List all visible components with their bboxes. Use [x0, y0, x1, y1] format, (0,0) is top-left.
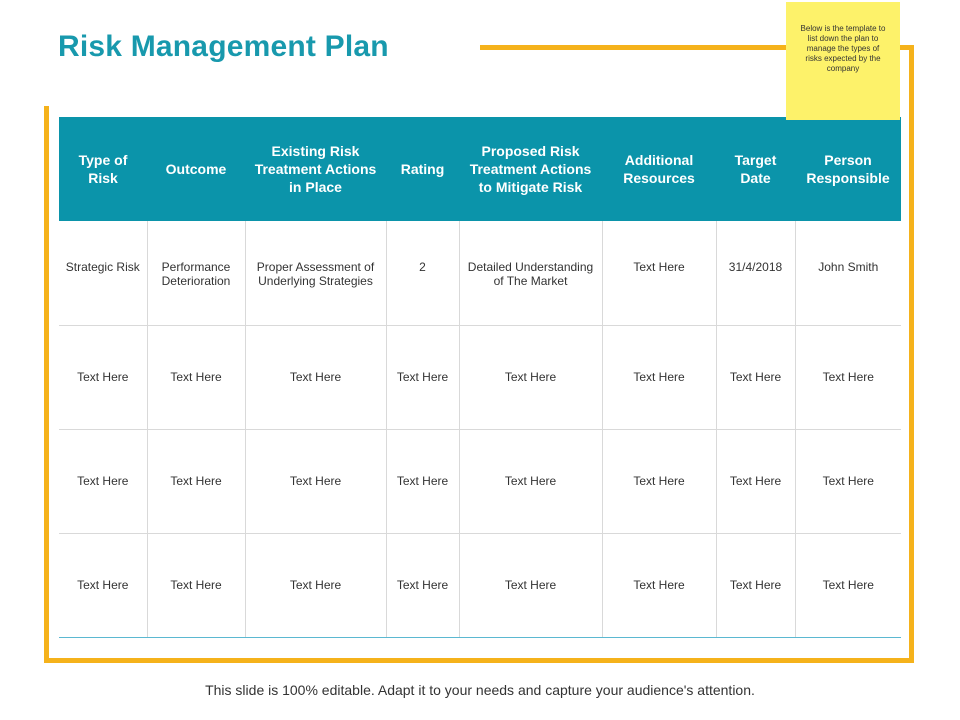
- table-cell: Text Here: [59, 429, 147, 533]
- table-cell: Proper Assessment of Underlying Strategies: [245, 221, 386, 325]
- table-cell: 2: [386, 221, 459, 325]
- table-cell: Text Here: [602, 325, 716, 429]
- table-cell: Text Here: [716, 533, 795, 637]
- table-cell: Text Here: [795, 533, 901, 637]
- frame-right-line: [909, 45, 914, 663]
- table-cell: Detailed Understanding of The Market: [459, 221, 602, 325]
- table-cell: John Smith: [795, 221, 901, 325]
- table-row: [59, 221, 901, 325]
- header-proposed-actions: Proposed Risk Treatment Actions to Mitigate Risk: [459, 117, 602, 221]
- table-cell: Text Here: [59, 533, 147, 637]
- page-title: Risk Management Plan: [58, 30, 389, 63]
- table-cell: Text Here: [459, 533, 602, 637]
- table-cell: Text Here: [147, 325, 245, 429]
- table-cell: Performance Deterioration: [147, 221, 245, 325]
- header-existing-actions: Existing Risk Treatment Actions in Place: [245, 117, 386, 221]
- table-cell: Text Here: [386, 533, 459, 637]
- sticky-note: Below is the template to list down the plan to manage the types of risks expected by the company: [786, 2, 900, 120]
- table-cell: Text Here: [716, 325, 795, 429]
- table-cell: Text Here: [245, 533, 386, 637]
- footer-caption: This slide is 100% editable. Adapt it to your needs and capture your audience's attention.: [205, 682, 755, 698]
- table-cell: Text Here: [386, 429, 459, 533]
- table-cell: Text Here: [795, 429, 901, 533]
- table-cell: Text Here: [245, 325, 386, 429]
- table-cell: Text Here: [386, 325, 459, 429]
- header-additional-resources: Additional Resources: [602, 117, 716, 221]
- table-header-row: [59, 117, 901, 221]
- table-cell: 31/4/2018: [716, 221, 795, 325]
- table-cell: Text Here: [716, 429, 795, 533]
- table-cell: Strategic Risk: [59, 221, 147, 325]
- table-cell: Text Here: [459, 325, 602, 429]
- table-cell: Text Here: [147, 533, 245, 637]
- table-row: [59, 325, 901, 429]
- table-row: [59, 533, 901, 637]
- risk-table: [59, 117, 901, 638]
- table-cell: Text Here: [602, 533, 716, 637]
- header-type-of-risk: Type of Risk: [59, 117, 147, 221]
- frame-left-line: [44, 106, 49, 663]
- table-row: [59, 429, 901, 533]
- table-cell: Text Here: [602, 221, 716, 325]
- table-cell: Text Here: [245, 429, 386, 533]
- header-target-date: Target Date: [716, 117, 795, 221]
- table-cell: Text Here: [459, 429, 602, 533]
- header-outcome: Outcome: [147, 117, 245, 221]
- table-cell: Text Here: [59, 325, 147, 429]
- header-person-responsible: Person Responsible: [795, 117, 901, 221]
- table-cell: Text Here: [795, 325, 901, 429]
- table-cell: Text Here: [602, 429, 716, 533]
- table-cell: Text Here: [147, 429, 245, 533]
- risk-table-container: [59, 117, 901, 638]
- header-rating: Rating: [386, 117, 459, 221]
- frame-bottom-line: [44, 658, 914, 663]
